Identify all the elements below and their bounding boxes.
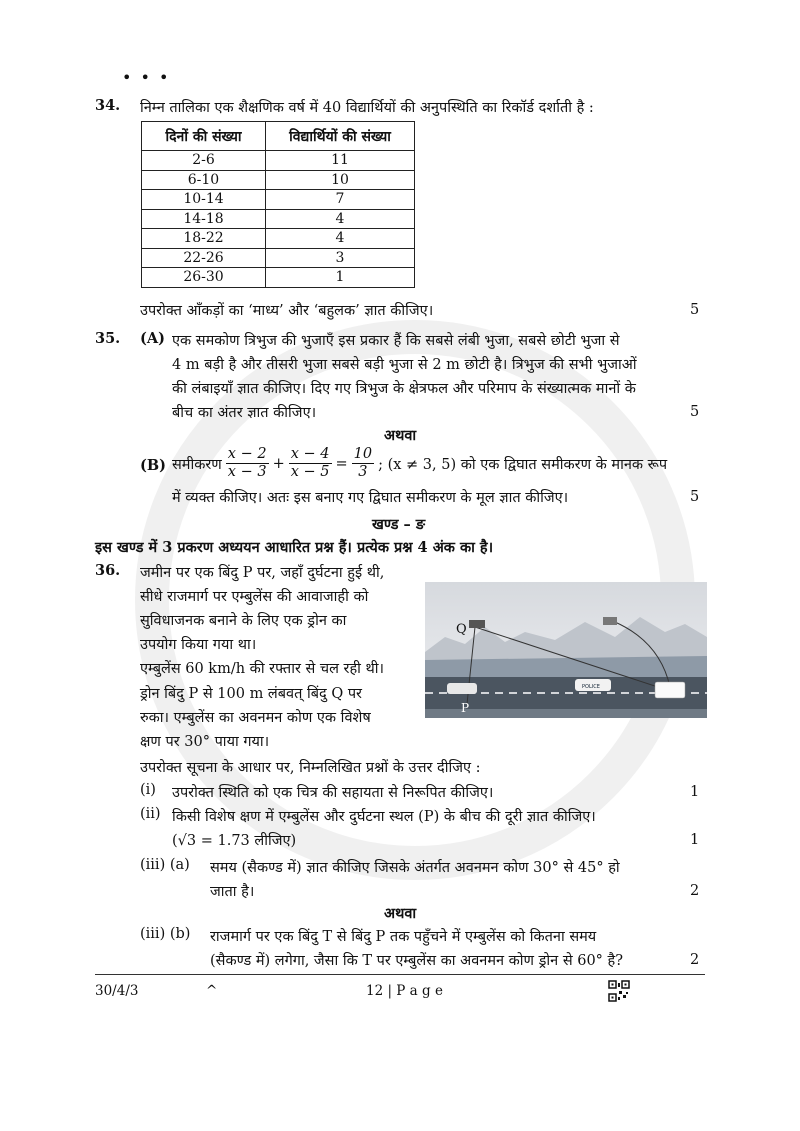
q36-iiia-text2: जाता है। [210,884,255,900]
q35-b-line2: में व्यक्त कीजिए। अतः इस बनाए गए द्विघात समीकरण के मूल ज्ञात कीजिए। [172,490,569,506]
q36-ii-text: किसी विशेष क्षण में एम्बुलेंस और दुर्घटना स्थल (P) के बीच की दूरी ज्ञात कीजिए। [172,809,596,825]
fraction-2 [289,446,332,481]
q36-ii-marks: 1 [690,832,700,848]
table-cell: 1 [266,268,415,288]
q35-a-label: (A) [140,330,165,347]
qr-code-icon [608,980,630,1002]
q35-b-equation [172,446,667,481]
label-q: Q [456,622,467,637]
numerator: 10 [353,446,373,462]
table-cell: 2-6 [142,151,266,171]
table-cell: 6-10 [142,170,266,190]
table-cell: 11 [266,151,415,171]
q35-a-line: की लंबाइयाँ ज्ञात कीजिए। दिए गए त्रिभुज के क्षेत्रफल और परिमाप के संख्यात्मक मानों के [172,381,636,397]
q36-line: क्षण पर 30° पाया गया। [140,734,270,750]
ambulance-icon [655,682,685,698]
table-header-students: विद्यार्थियों की संख्या [266,122,415,151]
label-p: P [461,701,470,715]
q35-a-line: 4 m बड़ी है और तीसरी भुजा सबसे बड़ी भुजा से 2 m छोटी है। त्रिभुज की सभी भुजाओं [172,357,637,373]
equals-sign: = [335,455,348,472]
footer-page: 12 | P a g e [366,983,443,999]
q36-line: उपयोग किया गया था। [140,637,257,653]
footer-rule [95,974,705,975]
q35-a-marks: 5 [690,404,700,420]
q34-after-text: उपरोक्त आँकड़ों का ‘माध्य’ और ‘बहुलक’ ज्ञात कीजिए। [140,303,434,319]
q36-iiib-text: राजमार्ग पर एक बिंदु T से बिंदु P तक पहुँचने में एम्बुलेंस को कितना समय [210,929,597,945]
q35-a-line: एक समकोण त्रिभुज की भुजाएँ इस प्रकार हैं कि सबसे लंबी भुजा, सबसे छोटी भुजा से [172,333,620,349]
section-instruction: इस खण्ड में 3 प्रकरण अध्ययन आधारित प्रश्न हैं। प्रत्येक प्रश्न 4 अंक का है। [95,539,494,556]
denominator: x − 3 [227,464,267,480]
drone-icon [469,620,485,628]
table-cell: 22-26 [142,248,266,268]
q35-b-label: (B) [140,457,166,474]
drone-icon [603,617,617,625]
q36-line: जमीन पर एक बिंदु P पर, जहाँ दुर्घटना हुई थी, [140,565,385,581]
q36-line: रुका। एम्बुलेंस का अवनमन कोण एक विशेष [140,710,371,726]
numerator: x − 2 [227,446,267,462]
table-row [142,190,415,210]
table-row [142,248,415,268]
q36-line: सुविधाजनक बनाने के लिए एक ड्रोन का [140,613,347,629]
plus-sign: + [272,455,285,472]
q35-number: 35. [95,330,121,347]
q35-a-line: बीच का अंतर ज्ञात कीजिए। [172,405,317,421]
table-cell: 26-30 [142,268,266,288]
q35-b-pre: समीकरण [172,456,222,473]
continuation-dots: • • • [122,68,171,87]
q36-line: ड्रोन बिंदु P से 100 m लंबवत् बिंदु Q पर [140,686,362,702]
footer-code: 30/4/3 [95,983,139,999]
q36-iiib-label: (iii) (b) [140,926,191,942]
q36-ii-text2: (√3 = 1.73 लीजिए) [172,833,297,849]
table-cell: 10-14 [142,190,266,210]
q36-ii-label: (ii) [140,806,161,822]
fraction-1 [226,446,269,481]
table-cell: 4 [266,229,415,249]
q36-or: अथवा [384,905,417,922]
q36-i-text: उपरोक्त स्थिति को एक चित्र की सहायता से निरूपित कीजिए। [172,785,494,801]
absence-table [141,121,415,288]
q36-iiib-marks: 2 [690,952,700,968]
table-row [142,229,415,249]
table-row [142,268,415,288]
table-cell: 10 [266,170,415,190]
q36-number: 36. [95,562,121,579]
table-cell: 3 [266,248,415,268]
fraction-3 [352,446,374,481]
car-icon [447,683,477,694]
q36-iiib-text2: (सैकण्ड में) लगेगा, जैसा कि T पर एम्बुलेंस का अवनमन कोण ड्रोन से 60° है? [210,953,624,969]
q35-or: अथवा [384,427,417,444]
q36-iiia-text: समय (सैकण्ड में) ज्ञात कीजिए जिसके अंतर्गत अवनमन कोण 30° से 45° हो [210,860,620,876]
q34-text: निम्न तालिका एक शैक्षणिक वर्ष में 40 विद्यार्थियों की अनुपस्थिति का रिकॉर्ड दर्शाती है : [140,100,594,116]
q36-iiia-label: (iii) (a) [140,857,190,873]
table-cell: 14-18 [142,209,266,229]
footer-caret: ^ [206,983,218,999]
table-row [142,151,415,171]
q36-line: एम्बुलेंस 60 km/h की रफ्तार से चल रही थी। [140,661,385,677]
q34-marks: 5 [690,302,700,318]
q36-iiia-marks: 2 [690,883,700,899]
numerator: x − 4 [290,446,330,462]
table-cell: 4 [266,209,415,229]
table-cell: 7 [266,190,415,210]
denominator: x − 5 [290,464,330,480]
table-row [142,209,415,229]
table-cell: 18-22 [142,229,266,249]
q36-i-label: (i) [140,782,156,798]
police-label: POLICE [582,684,600,690]
denominator: 3 [358,464,368,480]
q35-b-marks: 5 [690,489,700,505]
drone-ambulance-illustration [425,582,707,718]
q36-line: सीधे राजमार्ग पर एम्बुलेंस की आवाजाही को [140,589,369,605]
section-title: खण्ड – ङ [372,516,426,533]
q36-intro: उपरोक्त सूचना के आधार पर, निम्नलिखित प्रश्नों के उत्तर दीजिए : [140,760,481,776]
table-row [142,170,415,190]
q35-b-condition: ; (x ≠ 3, 5) को एक द्विघात समीकरण के मानक रूप [378,456,668,473]
table-header-days: दिनों की संख्या [142,122,266,151]
q36-i-marks: 1 [690,784,700,800]
q34-number: 34. [95,97,121,114]
